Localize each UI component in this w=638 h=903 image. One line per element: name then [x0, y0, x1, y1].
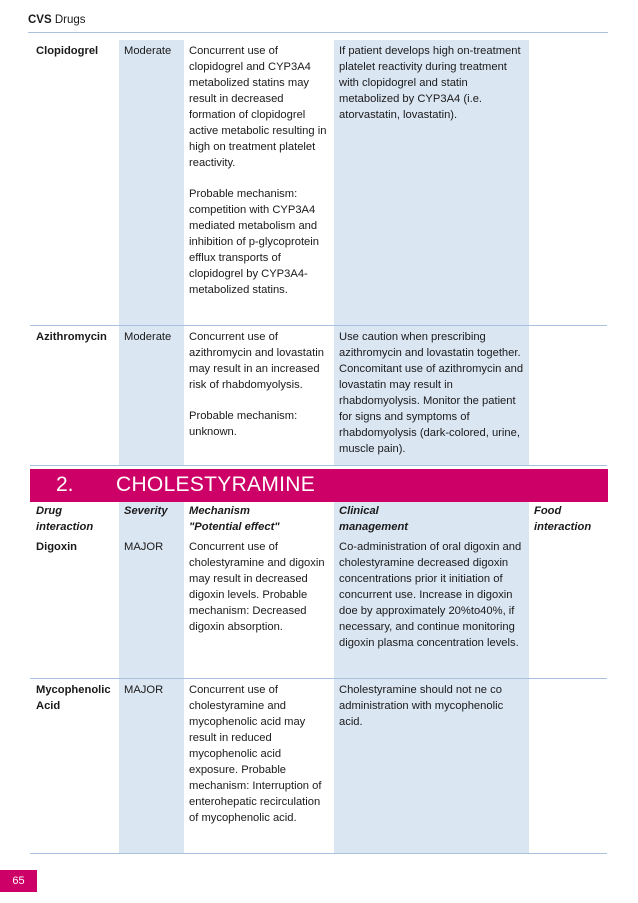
- col-header-drug: Drug interaction: [36, 505, 94, 533]
- mechanism-cell: [184, 325, 334, 465]
- header-title: Drugs: [54, 14, 86, 26]
- severity: MAJOR: [119, 536, 184, 678]
- table-row: [30, 536, 607, 678]
- severity: MAJOR: [119, 678, 184, 853]
- interaction-table-cholestyramine: [30, 502, 607, 854]
- mechanism: Concurrent use of cholestyramine and mycophenolic acid may result in reduced mycophenolic acid exposure. Probable mechanism: Interruption of enterohepatic recirculation of mycophenolic acid.: [184, 678, 334, 853]
- clinical-management: If patient develops high on-treatment platelet reactivity during treatment with clopidogrel and statin metabolized by CYP3A4 (i.e. atorvastatin, lovastatin).: [334, 40, 529, 325]
- col-header-management: Clinical management: [334, 502, 529, 536]
- clinical-management: Co-administration of oral digoxin and cholestyramine decreased digoxin concentrations prior it initiation of concurrent use. Increase in digoxin doe by approximately 20%to40%, if necessary, and continue monitoring digoxin plasma concentration levels.: [334, 536, 529, 678]
- food-interaction: [529, 536, 607, 678]
- clinical-management: Cholestyramine should not ne co administration with mycophenolic acid.: [334, 678, 529, 853]
- mechanism-cell: [184, 40, 334, 325]
- table-row: [30, 325, 607, 465]
- running-header: [28, 14, 86, 26]
- potential-effect: Concurrent use of azithromycin and lovastatin may result in an increased risk of rhabdomyolysis.: [189, 330, 324, 391]
- section-title: CHOLESTYRAMINE: [116, 473, 316, 496]
- col-header-severity: Severity: [119, 502, 184, 536]
- col-header-food: Food interaction: [534, 505, 592, 533]
- drug-name: Azithromycin: [30, 325, 119, 465]
- probable-mechanism: Probable mechanism: competition with CYP3A4 mediated metabolism and inhibition of p-glycoprotein efflux transports of clopidogrel by CYP3A4- metabolized statins.: [189, 188, 319, 296]
- header-divider: [28, 32, 608, 33]
- header-section: CVS: [28, 14, 52, 26]
- interaction-table-statins: [30, 40, 607, 466]
- table-row: [30, 678, 607, 853]
- clinical-management: Use caution when prescribing azithromycin and lovastatin together. Concomitant use of azithromycin and lovastatin may result in rhabdomyolysis. Monitor the patient for signs and symptoms of rhabdomyolysis (dark-colored, urine, muscle pain).: [334, 325, 529, 465]
- severity: Moderate: [119, 325, 184, 465]
- food-interaction: [529, 325, 607, 465]
- severity: Moderate: [119, 40, 184, 325]
- drug-name: Digoxin: [30, 536, 119, 678]
- section-number: 2.: [56, 473, 74, 496]
- column-header-row: [30, 502, 607, 536]
- potential-effect: Concurrent use of clopidogrel and CYP3A4 metabolized statins may result in decreased formation of clopidogrel active metabolic resulting in high on treatment platelet reactivity.: [189, 45, 327, 169]
- drug-name: Mycophenolic Acid: [30, 678, 119, 853]
- drug-name: Clopidogrel: [30, 40, 119, 325]
- section-heading: [30, 469, 608, 502]
- food-interaction: [529, 678, 607, 853]
- probable-mechanism: Probable mechanism: unknown.: [189, 409, 298, 438]
- food-interaction: [529, 40, 607, 325]
- mechanism: Concurrent use of cholestyramine and digoxin may result in decreased digoxin levels. Probable mechanism: Decreased digoxin absorption.: [184, 536, 334, 678]
- col-header-mechanism: Mechanism "Potential effect": [189, 505, 280, 533]
- table-row: [30, 40, 607, 325]
- page-number: 65: [0, 870, 37, 892]
